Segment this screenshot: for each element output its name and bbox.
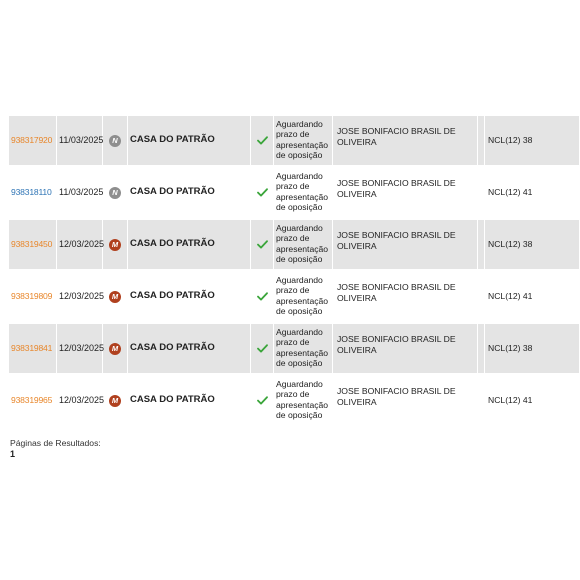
spacer-cell <box>478 168 485 220</box>
check-icon <box>257 344 268 353</box>
status-text: Aguardando prazo de apresentação de oposição <box>276 170 329 212</box>
status-cell <box>274 376 333 428</box>
process-number-link[interactable]: 938318110 <box>11 187 52 198</box>
owner-name: JOSE BONIFACIO BRASIL DE OLIVEIRA <box>337 126 456 147</box>
nature-badge-icon: M <box>109 343 121 355</box>
results-table <box>9 116 580 428</box>
status-cell <box>274 220 333 272</box>
deposit-date: 12/03/2025 <box>57 324 103 376</box>
deposit-date: 11/03/2025 <box>57 168 103 220</box>
owner-cell <box>333 220 478 272</box>
status-icon-cell <box>251 272 274 324</box>
process-number-link[interactable]: 938317920 <box>11 135 53 146</box>
status-text: Aguardando prazo de apresentação de oposição <box>276 378 329 420</box>
nature-cell <box>103 168 128 220</box>
table-row <box>9 116 580 168</box>
owner-name: JOSE BONIFACIO BRASIL DE OLIVEIRA <box>337 334 456 355</box>
class-code: NCL(12) 38 <box>485 220 580 272</box>
owner-name: JOSE BONIFACIO BRASIL DE OLIVEIRA <box>337 230 456 251</box>
deposit-date: 12/03/2025 <box>57 220 103 272</box>
status-icon-cell <box>251 168 274 220</box>
mark-name: CASA DO PATRÃO <box>128 220 251 272</box>
mark-name: CASA DO PATRÃO <box>128 376 251 428</box>
nature-cell <box>103 272 128 324</box>
table-row <box>9 324 580 376</box>
nature-cell <box>103 324 128 376</box>
status-text: Aguardando prazo de apresentação de oposição <box>276 118 329 160</box>
spacer-cell <box>478 220 485 272</box>
nature-badge-icon: N <box>109 135 121 147</box>
owner-name: JOSE BONIFACIO BRASIL DE OLIVEIRA <box>337 178 456 199</box>
status-cell <box>274 116 333 168</box>
spacer-cell <box>478 324 485 376</box>
spacer-cell <box>478 376 485 428</box>
table-row <box>9 272 580 324</box>
process-number-link[interactable]: 938319450 <box>11 239 53 250</box>
check-icon <box>257 292 268 301</box>
pagination-page-1[interactable]: 1 <box>10 449 16 459</box>
pagination-label: Páginas de Resultados: <box>10 438 101 448</box>
spacer-cell <box>478 272 485 324</box>
owner-name: JOSE BONIFACIO BRASIL DE OLIVEIRA <box>337 386 456 407</box>
table-row <box>9 168 580 220</box>
status-text: Aguardando prazo de apresentação de oposição <box>276 222 329 264</box>
process-number-cell <box>9 168 57 220</box>
status-icon-cell <box>251 376 274 428</box>
spacer-cell <box>478 116 485 168</box>
class-code: NCL(12) 38 <box>485 116 580 168</box>
status-cell <box>274 324 333 376</box>
status-icon-cell <box>251 220 274 272</box>
owner-cell <box>333 272 478 324</box>
status-text: Aguardando prazo de apresentação de oposição <box>276 326 329 368</box>
check-icon <box>257 396 268 405</box>
status-text: Aguardando prazo de apresentação de oposição <box>276 274 329 316</box>
mark-name: CASA DO PATRÃO <box>128 116 251 168</box>
nature-badge-icon: N <box>109 187 121 199</box>
process-number-cell <box>9 116 57 168</box>
process-number-link[interactable]: 938319841 <box>11 343 53 354</box>
deposit-date: 11/03/2025 <box>57 116 103 168</box>
mark-name: CASA DO PATRÃO <box>128 272 251 324</box>
class-code: NCL(12) 41 <box>485 272 580 324</box>
nature-cell <box>103 116 128 168</box>
nature-cell <box>103 376 128 428</box>
nature-badge-icon: M <box>109 239 121 251</box>
process-number-cell <box>9 324 57 376</box>
owner-cell <box>333 116 478 168</box>
process-number-cell <box>9 272 57 324</box>
class-code: NCL(12) 38 <box>485 324 580 376</box>
process-number-cell <box>9 376 57 428</box>
process-number-link[interactable]: 938319965 <box>11 395 53 406</box>
results-table-body <box>9 116 580 428</box>
nature-badge-icon: M <box>109 291 121 303</box>
deposit-date: 12/03/2025 <box>57 272 103 324</box>
owner-cell <box>333 168 478 220</box>
class-code: NCL(12) 41 <box>485 168 580 220</box>
deposit-date: 12/03/2025 <box>57 376 103 428</box>
process-number-link[interactable]: 938319809 <box>11 291 53 302</box>
status-cell <box>274 168 333 220</box>
table-row <box>9 376 580 428</box>
process-number-cell <box>9 220 57 272</box>
status-cell <box>274 272 333 324</box>
status-icon-cell <box>251 324 274 376</box>
check-icon <box>257 188 268 197</box>
check-icon <box>257 240 268 249</box>
owner-cell <box>333 324 478 376</box>
class-code: NCL(12) 41 <box>485 376 580 428</box>
mark-name: CASA DO PATRÃO <box>128 324 251 376</box>
check-icon <box>257 136 268 145</box>
owner-name: JOSE BONIFACIO BRASIL DE OLIVEIRA <box>337 282 456 303</box>
mark-name: CASA DO PATRÃO <box>128 168 251 220</box>
status-icon-cell <box>251 116 274 168</box>
owner-cell <box>333 376 478 428</box>
nature-cell <box>103 220 128 272</box>
table-row <box>9 220 580 272</box>
nature-badge-icon: M <box>109 395 121 407</box>
